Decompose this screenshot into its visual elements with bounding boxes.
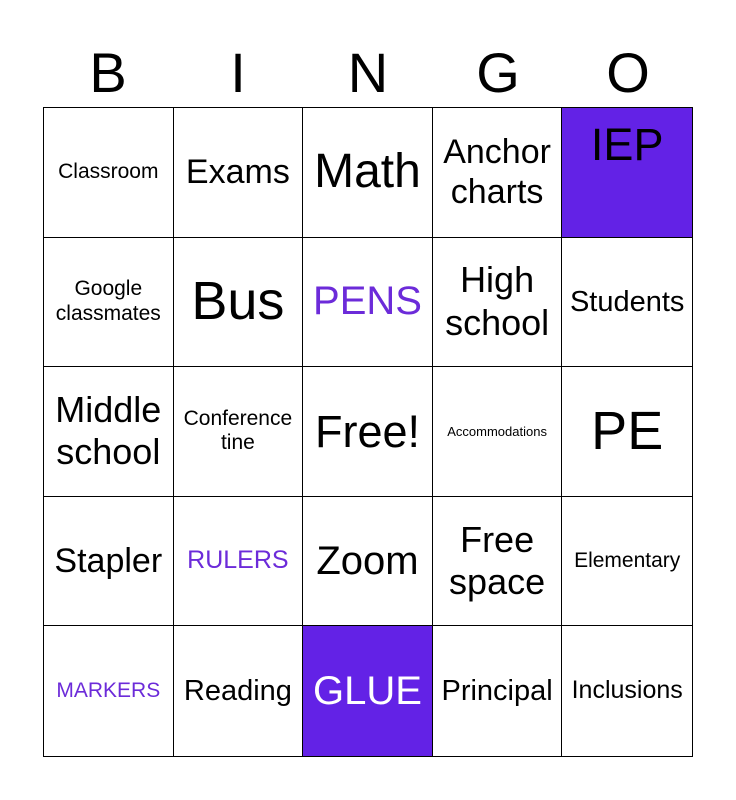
bingo-cell[interactable]: Math xyxy=(303,108,433,238)
bingo-cell[interactable]: Inclusions xyxy=(562,626,692,756)
bingo-cell-highlighted[interactable]: MARKERS xyxy=(44,626,174,756)
header-letter-n: N xyxy=(347,41,389,104)
bingo-cell[interactable]: Students xyxy=(562,238,692,368)
bingo-cell-marked[interactable]: GLUE xyxy=(303,626,433,756)
header-letter-i: I xyxy=(230,41,246,104)
bingo-cell-highlighted[interactable]: PENS xyxy=(303,238,433,368)
bingo-cell[interactable]: Reading xyxy=(174,626,304,756)
bingo-cell[interactable]: High school xyxy=(433,238,563,368)
bingo-cell-highlighted[interactable]: RULERS xyxy=(174,497,304,627)
bingo-cell[interactable]: Accommodations xyxy=(433,367,563,497)
bingo-cell[interactable]: Free space xyxy=(433,497,563,627)
bingo-cell[interactable]: Elementary xyxy=(562,497,692,627)
bingo-cell[interactable]: Middle school xyxy=(44,367,174,497)
bingo-cell[interactable]: Anchor charts xyxy=(433,108,563,238)
bingo-cell-marked[interactable]: IEP xyxy=(562,108,692,238)
header-letter-b: B xyxy=(89,41,127,104)
bingo-cell[interactable]: PE xyxy=(562,367,692,497)
bingo-cell[interactable]: Zoom xyxy=(303,497,433,627)
header-letter-g: G xyxy=(476,41,520,104)
bingo-cell[interactable]: Classroom xyxy=(44,108,174,238)
bingo-cell[interactable]: Bus xyxy=(174,238,304,368)
bingo-cell-free[interactable]: Free! xyxy=(303,367,433,497)
bingo-cell[interactable]: Principal xyxy=(433,626,563,756)
bingo-board xyxy=(43,107,693,757)
bingo-cell[interactable]: Stapler xyxy=(44,497,174,627)
bingo-cell[interactable]: Conference tine xyxy=(174,367,304,497)
bingo-cell[interactable]: Google classmates xyxy=(44,238,174,368)
bingo-header xyxy=(43,38,693,108)
header-letter-o: O xyxy=(606,41,650,104)
bingo-cell[interactable]: Exams xyxy=(174,108,304,238)
